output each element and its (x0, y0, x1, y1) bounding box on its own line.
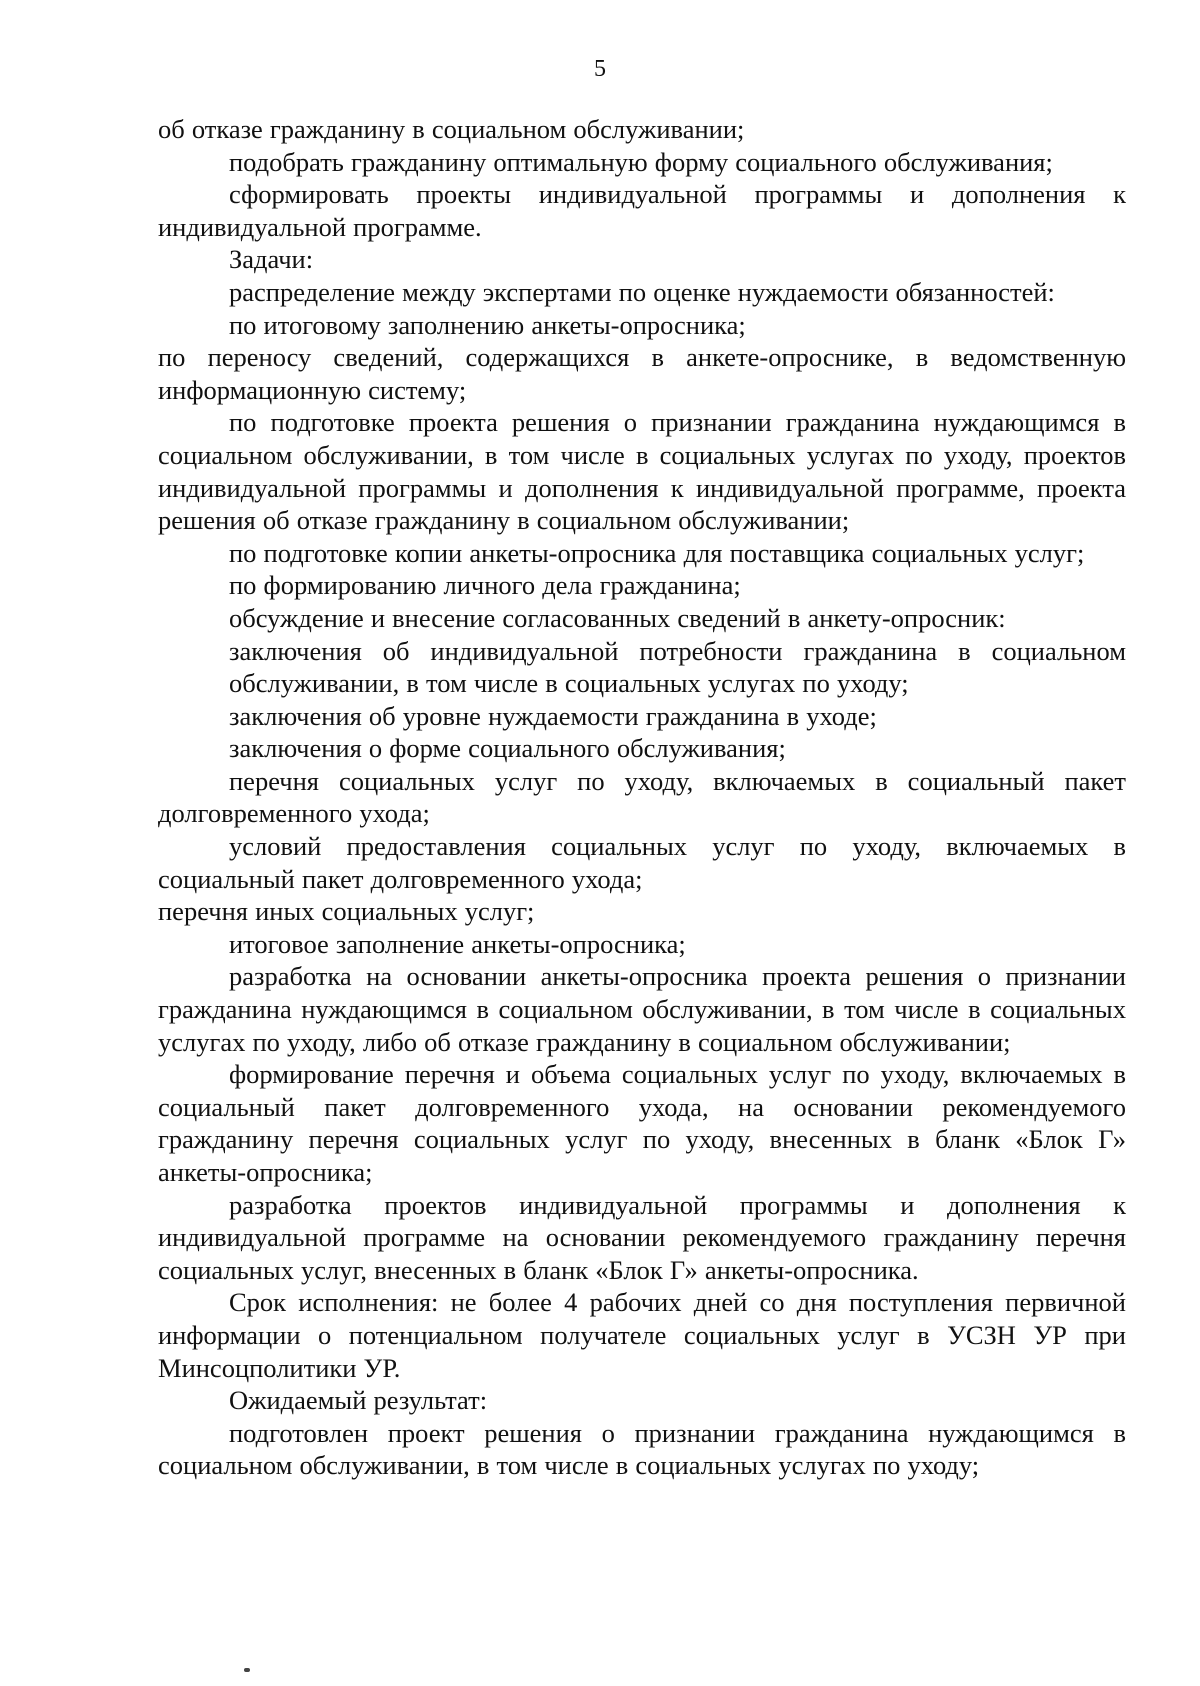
deadline-paragraph: Срок исполнения: не более 4 рабочих дней со дня поступления первичной информации о потенциальном получателе социальных услуг в УСЗН УР при Минсоцполитики УР. (158, 1287, 1126, 1383)
section-heading: Задачи: (229, 244, 314, 275)
list-item: заключения об индивидуальной потребности гражданина в социальном обслуживании, в том числе в социальных услугах по уходу; (229, 635, 1126, 699)
paragraph: подобрать гражданину оптимальную форму социального обслуживания; (229, 146, 1053, 177)
list-item: формирование перечня и объема социальных услуг по уходу, включаемых в социальный пакет долговременного ухода, на основании рекомендуемого гражданину перечня социальных услуг по уходу, внесенных в бланк «Блок Г» анкеты-опросника; (158, 1059, 1126, 1187)
section-heading: Ожидаемый результат: (229, 1385, 488, 1416)
list-item: разработка на основании анкеты-опросника проекта решения о признании гражданина нуждающимся в социальном обслуживании, в том числе в социальных услугах по уходу, либо об отказе гражданину в социальном обслуживании; (158, 961, 1126, 1057)
page-number: 5 (594, 56, 606, 82)
list-item: заключения об уровне нуждаемости гражданина в уходе; (229, 700, 877, 731)
list-item: по подготовке проекта решения о признании гражданина нуждающимся в социальном обслуживании, в том числе в социальных услугах по уходу, проектов индивидуальной программы и дополнения к индивидуальной программе, проекта решения об отказе гражданину в социальном обслуживании; (158, 407, 1126, 536)
paragraph: обсуждение и внесение согласованных сведений в анкету-опросник: (229, 602, 1006, 633)
list-item: итоговое заполнение анкеты-опросника; (229, 928, 686, 959)
paragraph: об отказе гражданину в социальном обслуживании; (158, 114, 745, 144)
list-item: по формированию личного дела гражданина; (229, 570, 741, 601)
list-item: перечня иных социальных услуг; (158, 896, 535, 927)
list-item: разработка проектов индивидуальной программы и дополнения к индивидуальной программе на основании рекомендуемого гражданину перечня социальных услуг, внесенных в бланк «Блок Г» анкеты-опросника. (158, 1189, 1126, 1285)
document-body (158, 113, 1126, 1482)
list-item: по переносу сведений, содержащихся в анкете-опроснике, в ведомственную информационную систему; (158, 342, 1126, 405)
scan-mark (244, 1668, 250, 1672)
list-item: перечня социальных услуг по уходу, включаемых в социальный пакет долговременного ухода; (158, 765, 1126, 829)
list-item: условий предоставления социальных услуг по уходу, включаемых в социальный пакет долговременного ухода; (158, 831, 1126, 894)
list-item: по подготовке копии анкеты-опросника для поставщика социальных услуг; (229, 537, 1085, 568)
paragraph: распределение между экспертами по оценке нуждаемости обязанностей: (229, 276, 1055, 307)
list-item: по итоговому заполнению анкеты-опросника; (229, 309, 746, 340)
paragraph: сформировать проекты индивидуальной программы и дополнения к индивидуальной программе. (158, 179, 1126, 242)
paragraph: подготовлен проект решения о признании гражданина нуждающимся в социальном обслуживании, в том числе в социальных услугах по уходу; (158, 1417, 1126, 1481)
list-item: заключения о форме социального обслуживания; (229, 733, 786, 764)
